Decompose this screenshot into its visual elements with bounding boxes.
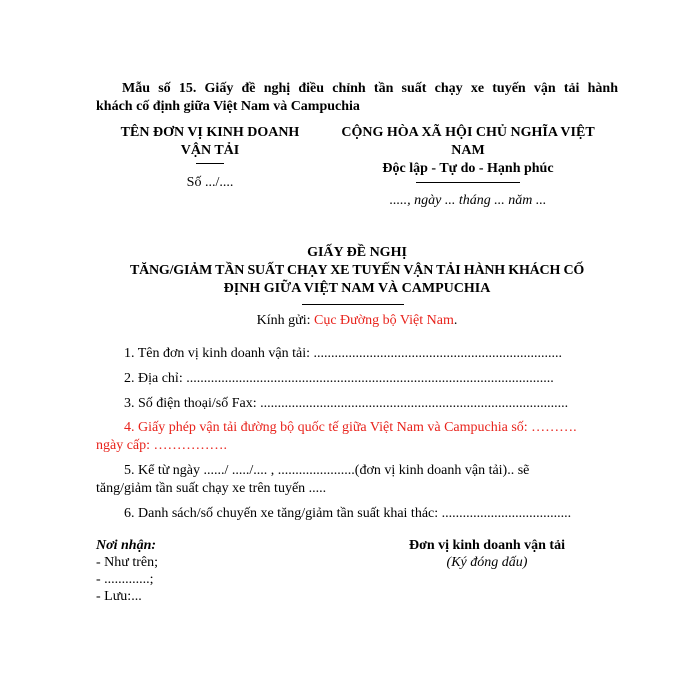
country-name-line2: NAM [451,143,485,158]
item-6: 6. Danh sách/số chuyến xe tăng/giảm tần suất khai thác: ..................................... [124,506,572,521]
date-place: ....., ngày ... tháng ... năm ... [389,193,547,208]
item-4-line2: ngày cấp: ……………. [96,438,228,453]
signer-note: (Ký đóng dấu) [446,555,528,570]
country-name-line1: CỘNG HÒA XÃ HỘI CHỦ NGHĨA VIỆT [341,125,595,140]
national-motto: Độc lập - Tự do - Hạnh phúc [382,161,554,176]
org-divider [196,163,224,164]
item-2: 2. Địa chỉ: ......................................................................................................... [124,371,554,386]
recipients-line2: - .............; [96,572,154,587]
org-name-line1: TÊN ĐƠN VỊ KINH DOANH [120,125,300,140]
title-divider [302,304,404,305]
recipient-line [96,312,618,330]
item-4-line1: 4. Giấy phép vận tải đường bộ quốc tế giữa Việt Nam và Campuchia số: ………. [124,420,577,435]
recipient-name: Cục Đường bộ Việt Nam [313,313,454,328]
recipients-line1: - Như trên; [96,555,159,570]
doc-title-line3: ĐỊNH GIỮA VIỆT NAM VÀ CAMPUCHIA [223,281,491,296]
recipient-end: . [453,313,458,328]
org-name-line2: VẬN TẢI [180,143,240,158]
item-3: 3. Số điện thoại/số Fax: ........................................................................................ [124,396,569,411]
doc-title-line1: GIẤY ĐỀ NGHỊ [307,245,407,260]
motto-divider [416,182,520,183]
item-5-line1: 5. Kể từ ngày ....../ ...../.... , ......................(đơn vị kinh doanh vận tải).. sẽ [124,463,530,478]
form-heading-line1: Mẫu số 15. Giấy đề nghị điều chỉnh tần suất chạy xe tuyến vận tải hành [122,81,618,96]
recipient-label: Kính gửi: [256,313,314,328]
recipients-title: Nơi nhận: [96,538,157,553]
form-heading-line2: khách cố định giữa Việt Nam và Campuchia [96,99,360,114]
doc-title-line2: TĂNG/GIẢM TẦN SUẤT CHẠY XE TUYẾN VẬN TẢI HÀNH KHÁCH CỐ [129,263,585,278]
item-1: 1. Tên đơn vị kinh doanh vận tải: ....................................................................... [124,346,563,361]
doc-number: Số .../.... [186,175,234,190]
recipients-line3: - Lưu:... [96,589,142,604]
signer-title: Đơn vị kinh doanh vận tải [409,538,565,553]
item-5-line2: tăng/giảm tần suất chạy xe trên tuyến ..... [96,481,327,496]
